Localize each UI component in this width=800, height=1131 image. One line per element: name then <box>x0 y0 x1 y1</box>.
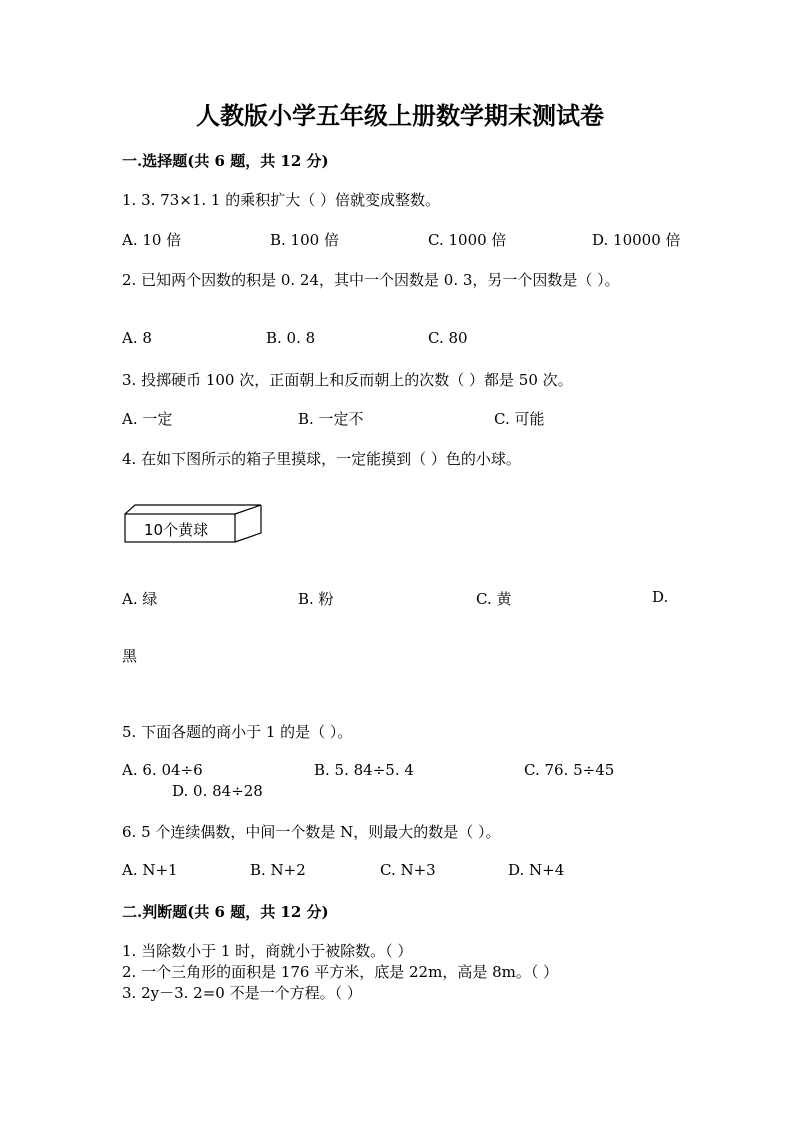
q2-option-c: C. 80 <box>428 329 468 347</box>
q5-option-d: D. 0. 84÷28 <box>172 782 263 800</box>
question-4: 4. 在如下图所示的箱子里摸球，一定能摸到（ ）色的小球。 <box>122 450 521 468</box>
q1-option-c: C. 1000 倍 <box>428 231 507 249</box>
question-2: 2. 已知两个因数的积是 0. 24，其中一个因数是 0. 3，另一个因数是（ ）。 <box>122 271 620 289</box>
q6-option-a: A. N+1 <box>122 861 178 879</box>
question-6: 6. 5 个连续偶数，中间一个数是 N，则最大的数是（ ）。 <box>122 823 501 841</box>
q5-option-a: A. 6. 04÷6 <box>122 761 203 779</box>
q2-option-b: B. 0. 8 <box>266 329 316 347</box>
box-label: 10个黄球 <box>144 521 209 539</box>
q1-option-b: B. 100 倍 <box>270 231 339 249</box>
q2-option-a: A. 8 <box>122 329 152 347</box>
q3-option-b: B. 一定不 <box>298 410 364 428</box>
judgement-2: 2. 一个三角形的面积是 176 平方米，底是 22m，高是 8m。（ ） <box>122 963 559 981</box>
q6-option-b: B. N+2 <box>250 861 306 879</box>
q4-option-d: D. <box>652 588 669 606</box>
q5-option-b: B. 5. 84÷5. 4 <box>314 761 414 779</box>
q3-option-a: A. 一定 <box>122 410 173 428</box>
q4-option-d-text: 黑 <box>122 647 138 665</box>
judgement-1: 1. 当除数小于 1 时，商就小于被除数。（ ） <box>122 942 413 960</box>
q5-option-c: C. 76. 5÷45 <box>524 761 615 779</box>
section-heading-judgement: 二.判断题(共 6 题，共 12 分) <box>122 903 329 921</box>
q6-option-c: C. N+3 <box>380 861 436 879</box>
judgement-3: 3. 2y－3. 2=0 不是一个方程。（ ） <box>122 984 362 1002</box>
question-3: 3. 投掷硬币 100 次，正面朝上和反而朝上的次数（ ）都是 50 次。 <box>122 371 573 389</box>
question-1: 1. 3. 73×1. 1 的乘积扩大（ ）倍就变成整数。 <box>122 191 440 209</box>
q1-option-a: A. 10 倍 <box>122 231 182 249</box>
q4-option-a: A. 绿 <box>122 590 158 608</box>
section-heading-choice: 一.选择题(共 6 题，共 12 分) <box>122 152 329 170</box>
q6-option-d: D. N+4 <box>508 861 565 879</box>
q4-option-b: B. 粉 <box>298 590 334 608</box>
question-5: 5. 下面各题的商小于 1 的是（ ）。 <box>122 723 353 741</box>
q4-option-c: C. 黄 <box>476 590 512 608</box>
q1-option-d: D. 10000 倍 <box>592 231 681 249</box>
ball-box-figure <box>124 504 264 544</box>
page-title: 人教版小学五年级上册数学期末测试卷 <box>196 101 604 130</box>
q3-option-c: C. 可能 <box>494 410 545 428</box>
